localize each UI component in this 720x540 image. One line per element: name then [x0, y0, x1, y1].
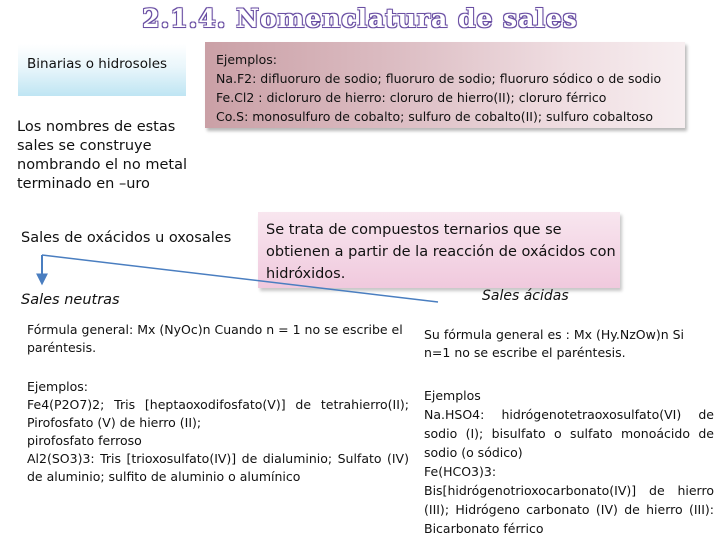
neutras-title: Sales neutras: [21, 292, 120, 308]
ejemplo-pirofosfato: pirofosfato ferroso: [27, 433, 142, 448]
ejemplo-naf2: Na.F2: difluoruro de sodio; fluoruro de sodio; fluoruro sódico o de sodio: [216, 71, 662, 86]
ejemplo-nahso4: Na.HSO4: hidrógenotetraoxosulfato(VI) de sodio (I); bisulfato o sulfato monoácido de sodio (o sódico): [424, 407, 714, 460]
neutras-formula: Fórmula general: Mx (NyOc)n Cuando n = 1 no se escribe el paréntesis.: [27, 322, 403, 355]
arrow-to-acidas-icon: [260, 278, 434, 300]
oxosales-label: Sales de oxácidos u oxosales: [21, 230, 232, 246]
acidas-ejemplos: [424, 386, 714, 538]
oxosales-description: Se trata de compuestos ternarios que se obtienen a partir de la reacción de oxácidos con hidróxidos.: [266, 222, 616, 282]
neutras-ejemplos: [27, 378, 409, 486]
acidas-ejemplos-heading: Ejemplos: [424, 388, 481, 403]
ejemplo-fehco3-nombre: Bis[hidrógenotrioxocarbonato(IV)] de hierro (III); Hidrógeno carbonato (IV) de hierro (III): Bicarbonato férrico: [424, 483, 714, 536]
ejemplo-al2so3: Al2(SO3)3: Tris [trioxosulfato(IV)] de dialuminio; Sulfato (IV) de aluminio; sulfito de aluminio o alumínico: [27, 451, 409, 484]
ejemplo-cos: Co.S: monosulfuro de cobalto; sulfuro de cobalto(II); sulfuro cobaltoso: [216, 109, 654, 124]
page-title: 2.1.4. Nomenclatura de sales: [142, 4, 578, 33]
neutras-ejemplos-heading: Ejemplos:: [27, 379, 89, 394]
acidas-formula: Su fórmula general es : Mx (Hy.NzOw)n Si n=1 no se escribe el paréntesis.: [424, 327, 685, 360]
binarias-label: Binarias o hidrosoles: [27, 56, 168, 72]
acidas-title: Sales ácidas: [482, 288, 569, 304]
ejemplos-binarias-heading: Ejemplos:: [216, 52, 278, 67]
binarias-description: Los nombres de estas sales se construye nombrando el no metal terminado en –uro: [17, 119, 187, 192]
ejemplo-fe4p2o7: Fe4(P2O7)2; Tris [heptaoxodifosfato(V)] de tetrahierro(II); Pirofosfato (V) de hierro (II);: [27, 397, 409, 430]
ejemplo-fecl2: Fe.Cl2 : dicloruro de hierro: cloruro de hierro(II); cloruro férrico: [216, 90, 607, 105]
ejemplo-fehco3-formula: Fe(HCO3)3:: [424, 464, 497, 479]
